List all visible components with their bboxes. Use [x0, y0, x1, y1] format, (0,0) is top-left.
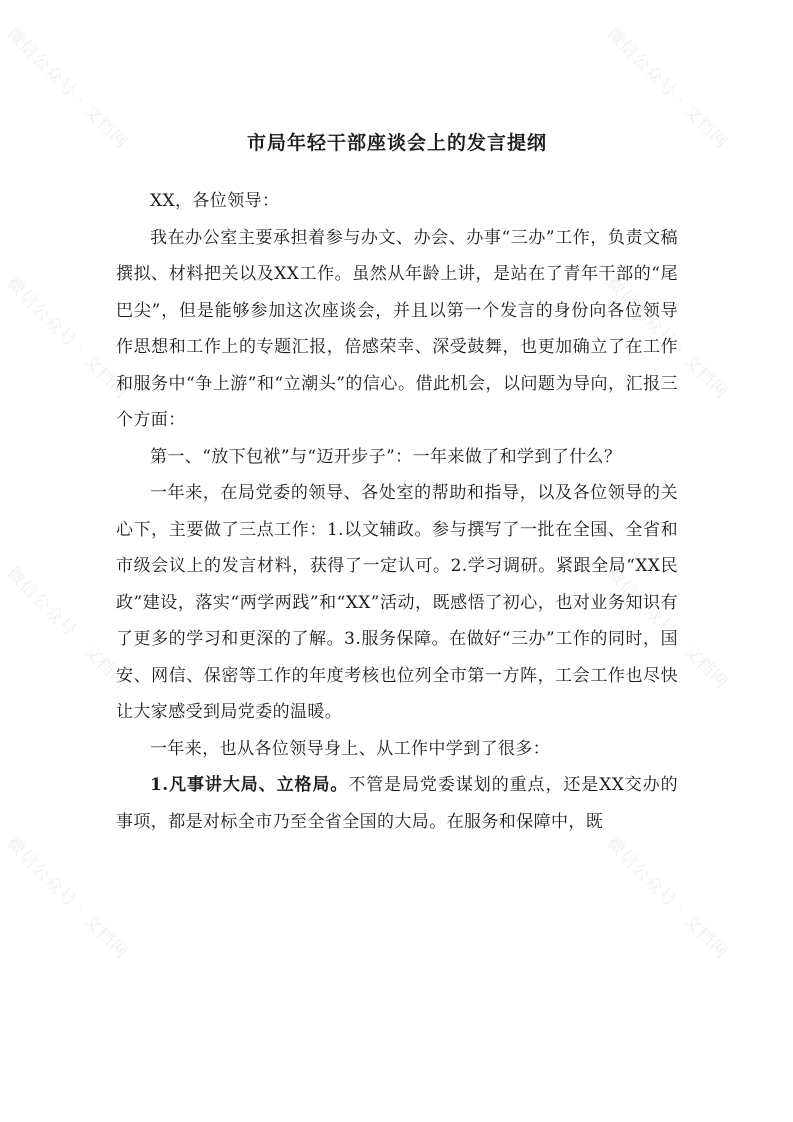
document-page	[116, 128, 678, 840]
paragraph-text: 不管是局党委谋划的重点，还是XX交办的事项，都是对标全市乃至全省全国的大局。在服务和保障中，既	[116, 775, 679, 832]
paragraph	[116, 767, 678, 840]
paragraph: 一年来，也从各位领导身上、从工作中学到了很多：	[150, 738, 551, 759]
paragraph: 一年来，在局党委的领导、各处室的帮助和指导，以及各位领导的关心下，主要做了三点工作：1.以文辅政。参与撰写了一批在全国、全省和市级会议上的发言材料，获得了一定认可。2.学习调研。紧跟全局“XX民政”建设，落实“两学两践”和“XX”活动，既感悟了初心，也对业务知识有了更多的学习和更深的了解。3.服务保障。在做好“三办”工作的同时，国安、网信、保密等工作的年度考核也位列全市第一方阵，工会工作也尽快让大家感受到局党委的温暖。	[116, 483, 678, 722]
watermark-text: 微信公众号 · 文档网	[2, 273, 132, 404]
paragraph: 我在办公室主要承担着参与办文、办会、办事“三办”工作，负责文稿撰拟、材料把关以及XX工作。虽然从年龄上讲，是站在了青年干部的“尾巴尖”，但是能够参加这次座谈会，并且以第一个发言的身份向各位领导作思想和工作上的专题汇报，倍感荣幸、深受鼓舞，也更加确立了在工作和服务中“争上游”和“立潮头”的信心。借此机会，以问题为导向，汇报三个方面：	[116, 227, 678, 430]
watermark-text: 微信公众号 · 文档网	[602, 563, 732, 694]
watermark-text: 微信公众号 · 文档网	[602, 833, 732, 964]
watermark-text: 微信公众号 · 文档网	[602, 273, 732, 404]
salutation: XX，各位领导：	[150, 191, 280, 211]
watermark-text: 微信公众号 · 文档网	[602, 23, 732, 154]
watermark-text: 微信公众号 · 文档网	[2, 833, 132, 964]
document-title: 市局年轻干部座谈会上的发言提纲	[246, 132, 547, 154]
bold-lead-text: 1.凡事讲大局、立格局。	[150, 775, 349, 795]
watermark-text: 微信公众号 · 文档网	[2, 23, 132, 154]
watermark-text: 微信公众号 · 文档网	[2, 563, 132, 694]
section-heading: 第一、“放下包袱”与“迈开步子”：一年来做了和学到了什么？	[150, 446, 622, 467]
